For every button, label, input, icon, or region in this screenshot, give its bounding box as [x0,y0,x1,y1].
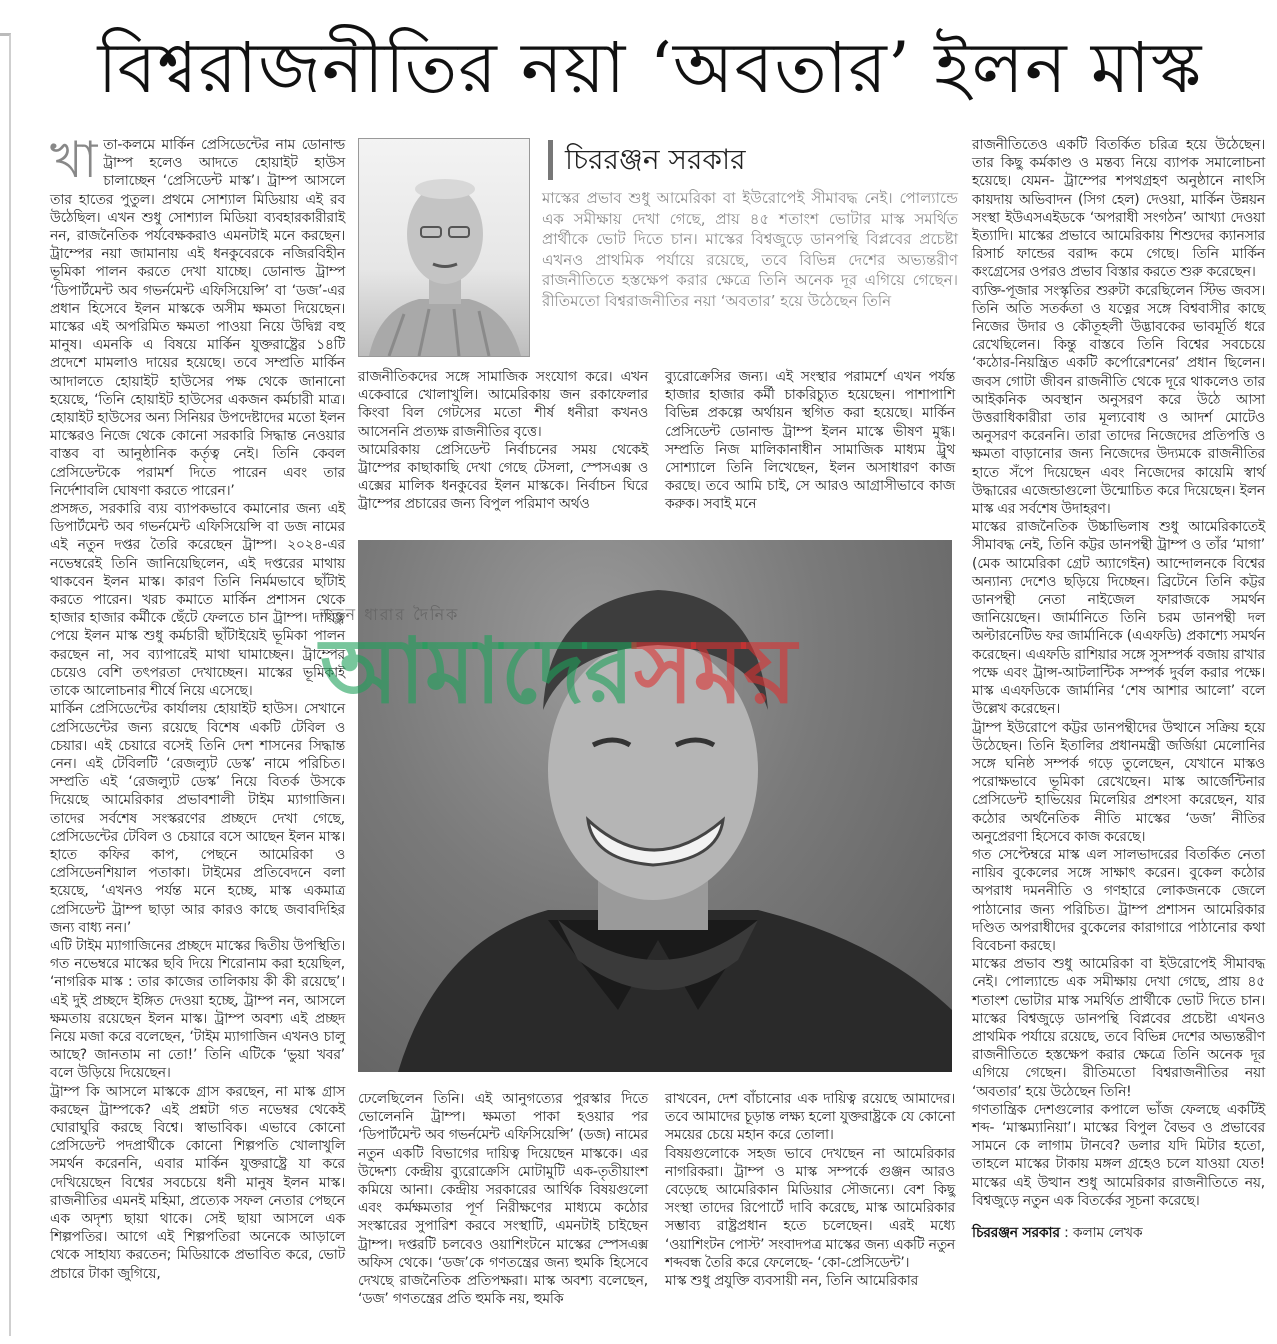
paragraph: ব্যক্তি-পূজার সংস্কৃতির শুরুটা করেছিলেন স্টিভ জবস। তিনি অতি সতর্কতা ও যত্নের সঙ্গে বিশ্ববাসীর কাছে নিজের উদার ও কৌতূহলী উদ্ভাবকের ভাবমূর্তি ধরে রেখেছিলেন। কিন্তু বাস্তবে তিনি বিশ্বের সবচেয়ে ‘কঠোর-নিয়ন্ত্রিত একটি কর্পোরেশনের’ প্রধান ছিলেন। জবস গোটা জীবন রাজনীতি থেকে দূরে থাকলেও তার আইকনিক অবস্থান অনুসরণ করে উঠে আসা উত্তরাধিকারীরা তার মূল্যবোধ ও আদর্শ মোটেও অনুসরণ করেননি। তারা তাদের নিজেদের প্রতিপত্তি ও ক্ষমতা বাড়ানোর জন্য নিজেদের উদ্যমকে রাজনীতির হাতে সঁপে দিয়েছেন এবং নিজেদের কায়েমি স্বার্থ উদ্ধারের এজেন্ডাগুলো উন্মোচিত করে দিয়েছেন। ইলন মাস্ক এর সর্বশেষ উদাহরণ। [972,282,1265,518]
byline-name: চিররঞ্জন সরকার [972,1224,1060,1241]
article-column-2-bottom [358,1090,648,1308]
pull-quote: মাস্কের প্রভাব শুধু আমেরিকা বা ইউরোপেই সীমাবদ্ধ নেই। পোল্যান্ডে এক সমীক্ষায় দেখা গেছে, প্রায় ৪৫ শতাংশ ভোটার মাস্ক সমর্থিত প্রার্থীকে ভোট দিতে চান। মাস্কের বিশ্বজুড়ে ডানপন্থি বিপ্লবের প্রচেষ্টা এখনও প্রাথমিক পর্যায়ে রয়েছে, তবে বিভিন্ন দেশের অভ্যন্তরীণ রাজনীতিতে হস্তক্ষেপ করার ক্ষেত্রে তিনি অনেক দূর এগিয়ে গেছেন। রীতিমতো বিশ্বরাজনীতির নয়া ‘অবতার’ হয়ে উঠেছেন তিনি [542,189,958,310]
paragraph: ট্রাম্প ইউরোপে কট্টর ডানপন্থীদের উত্থানে সক্রিয় হয়ে উঠেছেন। তিনি ইতালির প্রধানমন্ত্রী জর্জিয়া মেলোনির সঙ্গে ঘনিষ্ঠ সম্পর্ক গড়ে তুলেছেন, যেখানে মাস্কও পরোক্ষভাবে ভূমিকা রেখেছেন। মাস্ক আর্জেন্টিনার প্রেসিডেন্ট হাভিয়ের মিলেয়ির প্রশংসা করেছেন, যার কঠোর অর্থনৈতিক নীতি মাস্কের ‘ডজ’ নীতির অনুপ্রেরণা হিসেবে কাজ করেছে। [972,719,1265,845]
paragraph: গণতান্ত্রিক দেশগুলোর কপালে ভাঁজ ফেলছে একটিই শব্দ- ‘মাস্কম্যানিয়া’। মাস্কের বিপুল বৈভব ও প্রভাবের সামনে কে লাগাম টানবে? ডলার যদি মিটার হতো, তাহলে মাস্কের টাকায় মঙ্গল গ্রহেও চলে যাওয়া যেত! মাস্কের এই উত্থান শুধু আমেরিকার রাজনীতিতে নয়, বিশ্বজুড়ে নতুন এক বিতর্কের সূচনা করেছে। [972,1101,1265,1209]
paragraph: মার্কিন প্রেসিডেন্টের কার্যালয় হোয়াইট হাউস। সেখানে প্রেসিডেন্টের জন্য রয়েছে বিশেষ একটি টেবিল ও চেয়ার। এই চেয়ারে বসেই তিনি দেশ শাসনের সিদ্ধান্ত নেন। এই টেবিলটি ‘রেজল্যুট ডেস্ক’ নামে পরিচিত। সম্প্রতি এই ‘রেজল্যুট ডেস্ক’ নিয়ে বিতর্ক উসকে দিয়েছে আমেরিকার প্রভাবশালী টাইম ম্যাগাজিন। তাদের সর্বশেষ সংস্করণের প্রচ্ছদে দেখা গেছে, প্রেসিডেন্টের টেবিল ও চেয়ারে বসে আছেন ইলন মাস্ক। হাতে কফির কাপ, পেছনে আমেরিকা ও প্রেসিডেনশিয়াল পতাকা। টাইমের প্রতিবেদনে বলা হয়েছে, ‘এখনও পর্যন্ত মনে হচ্ছে, মাস্ক একমাত্র প্রেসিডেন্ট ট্রাম্প ছাড়া আর কারও কাছে জবাবদিহির জন্য বাধ্য নন।’ [50,701,345,936]
article-column-2-top [358,368,648,514]
paragraph: রাখবেন, দেশ বাঁচানোর এক দায়িত্ব রয়েছে আমাদের। তবে আমাদের চূড়ান্ত লক্ষ্য হলো যুক্তরাষ্ট্রকে যে কোনো সময়ের চেয়ে মহান করে তোলা। [665,1091,955,1144]
paragraph: রাজনীতিতেও একটি বিতর্কিত চরিত্র হয়ে উঠেছেন। তার কিছু কর্মকাণ্ড ও মন্তব্য নিয়ে ব্যাপক সমালোচনা হয়েছে। যেমন- ট্রাম্পের শপথগ্রহণ অনুষ্ঠানে নাৎসি কায়দায় অভিবাদন (সিগ হেল) দেওয়া, মার্কিন উন্নয়ন সংস্থা ইউএসএইডকে ‘অপরাধী সংগঠন’ আখ্যা দেওয়া ইত্যাদি। মাস্কের প্রভাবে আমেরিকায় শিশুদের ক্যানসার রিসার্চ ফান্ডের বরাদ্দ কমে গেছে। তিনি মার্কিন কংগ্রেসের ওপরও প্রভাব বিস্তার করতে শুরু করেছেন। [972,137,1265,281]
paragraph: তা-কলমে মার্কিন প্রেসিডেন্টের নাম ডোনাল্ড ট্রাম্প হলেও আদতে হোয়াইট হাউস চালাচ্ছেন ‘প্রেসিডেন্ট মাস্ক’। ট্রাম্প আসলে তার হাতের পুতুল। প্রথমে সোশ্যাল মিডিয়ায় এই রব উঠেছিল। এখন শুধু সোশ্যাল মিডিয়া ব্যবহারকারীরাই নন, রাজনৈতিক পর্যবেক্ষকরাও এমনটাই মনে করছেন। ট্রাম্পের নয়া জামানায় এই ধনকুবেরকে নজিরবিহীন ভূমিকা পালন করতে দেখা যাচ্ছে। ডোনাল্ড ট্রাম্প ‘ডিপার্টমেন্ট অব গভর্নমেন্ট এফিসিয়েন্সি’ বা ‘ডজ’-এর প্রধান হিসেবে ইলন মাস্ককে অসীম ক্ষমতা দিয়েছেন। মাস্কের এই অপরিমিত ক্ষমতা পাওয়া নিয়ে উদ্বিগ্ন বহু মানুষ। এমনকি এ বিষয়ে মার্কিন যুক্তরাষ্ট্রের ১৪টি প্রদেশে মামলাও দায়ের হয়েছে। তবে সম্প্রতি মার্কিন আদালতে হোয়াইট হাউসের পক্ষ থেকে জানানো হয়েছে, ‘তিনি হোয়াইট হাউসের একজন কর্মচারী মাত্র। হোয়াইট হাউসের অন্য সিনিয়র উপদেষ্টাদের মতো ইলন মাস্কেরও নিজে থেকে কোনো সরকারি সিদ্ধান্ত নেওয়ার বাস্তব বা আনুষ্ঠানিক কর্তৃত্ব নেই। তিনি কেবল প্রেসিডেন্টকে পরামর্শ দিতে পারেন এবং তার নির্দেশাবলি ঘোষণা করতে পারেন।’ [50,137,345,499]
watermark-name-part1: আমাদের [320,619,635,724]
author-portrait-icon [359,139,529,356]
paragraph: এটি টাইম ম্যাগাজিনের প্রচ্ছদে মাস্কের দ্বিতীয় উপস্থিতি। গত নভেম্বরে মাস্কের ছবি দিয়ে শিরোনাম করা হয়েছিল, ‘নাগরিক মাস্ক : তার কাজের তালিকায় কী কী রয়েছে’। এই দুই প্রচ্ছদে ইঙ্গিত দেওয়া হচ্ছে, ট্রাম্প নন, আসলে ক্ষমতায় রয়েছেন ইলন মাস্ক। ট্রাম্প অবশ্য এই প্রচ্ছদ নিয়ে মজা করে বলেছেন, ‘টাইম ম্যাগাজিন এখনও চালু আছে? জানতাম না তো!’ তিনি এটিকে ‘ভুয়া খবর’ বলে উড়িয়ে দিয়েছেন। [50,937,345,1082]
portrait-image-icon [358,540,952,1072]
elon-musk-photo [358,540,952,1072]
paragraph: মাস্কের রাজনৈতিক উচ্চাভিলাষ শুধু আমেরিকাতেই সীমাবদ্ধ নেই, তিনি কট্টর ডানপন্থী ট্রাম্প ও তাঁর ‘মাগা’ (মেক আমেরিকা গ্রেট অ্যাগেইন) আন্দোলনকে বিশ্বের অন্যান্য দেশেও ছড়িয়ে দিচ্ছেন। ব্রিটেনে তিনি কট্টর ডানপন্থী নেতা নাইজেল ফারাজকে সমর্থন জানিয়েছেন। জার্মানিতে তিনি চরম ডানপন্থী দল অল্টারনেটিভ ফর জার্মানিকে (এএফডি) প্রকাশ্যে সমর্থন করেছেন। এএফডি রাশিয়ার সঙ্গে সুসম্পর্ক বজায় রাখার পক্ষে এবং ট্রান্স-আটলান্টিক সম্পর্ক দুর্বল করার পক্ষে। মাস্ক এএফডিকে জার্মানির ‘শেষ আশার আলো’ বলে উল্লেখ করেছেন। [972,519,1265,718]
article-column-4 [972,136,1265,1242]
author-byline [972,1224,1265,1242]
paragraph: রাজনীতিকদের সঙ্গে সামাজিক সংযোগ করে। এখন একেবারে খোলাখুলি। আমেরিকায় জন রকাফেলার কিংবা বিল গেটসের মতো শীর্ষ ধনীরা কখনও আসেননি প্রত্যক্ষ রাজনীতির বৃত্তে। [358,369,648,440]
headline: বিশ্বরাজনীতির নয়া ‘অবতার’ ইলন মাস্ক [97,27,1203,109]
paragraph: গত সেপ্টেম্বরে মাস্ক এল সালভাদরের বিতর্কিত নেতা নায়িব বুকেলের সঙ্গে সাক্ষাৎ করেন। বুকেল কঠোর অপরাধ দমননীতি ও গণহারে লোকজনকে জেলে পাঠানোর জন্য পরিচিত। ট্রাম্প প্রশাসন আমেরিকার দণ্ডিত অপরাধীদের বুকেলের কারাগারে পাঠানোর কথা বিবেচনা করছে। [972,846,1265,954]
paragraph: মাস্কের প্রভাব শুধু আমেরিকা বা ইউরোপেই সীমাবদ্ধ নেই। পোল্যান্ডে এক সমীক্ষায় দেখা গেছে, প্রায় ৪৫ শতাংশ ভোটার মাস্ক সমর্থিত প্রার্থীকে ভোট দিতে চান। মাস্কের বিশ্বজুড়ে ডানপন্থি বিপ্লবের প্রচেষ্টা এখনও প্রাথমিক পর্যায়ে রয়েছে, তবে বিভিন্ন দেশের অভ্যন্তরীণ রাজনীতিতে হস্তক্ষেপ করার ক্ষেত্রে তিনি অনেক দূর এগিয়ে গেছেন। রীতিমতো বিশ্বরাজনীতির নয়া ‘অবতার’ হয়ে উঠেছেন তিনি! [972,956,1265,1100]
byline-role: : কলাম লেখক [1059,1224,1143,1241]
paragraph: আমেরিকায় প্রেসিডেন্ট নির্বাচনের সময় থেকেই ট্রাম্পের কাছাকাছি দেখা গেছে টেসলা, স্পেসএক্স ও এক্সের মালিক ধনকুবের ইলন মাস্ককে। নির্বাচন ঘিরে ট্রাম্পের প্রচারের জন্য বিপুল পরিমাণ অর্থও [358,441,648,513]
article-column-1 [50,131,345,1283]
paragraph: ট্রাম্প কি আসলে মাস্ককে গ্রাস করছেন, না মাস্ক গ্রাস করছেন ট্রাম্পকে? এই প্রশ্নটা গত নভেম্বর থেকেই ঘোরাঘুরি করছে বিশ্বে। স্বাভাবিক। এভাবে কোনো প্রেসিডেন্ট পদপ্রার্থীকে কোনো শিল্পপতি খোলাখুলি সমর্থন করেননি, এবার মার্কিন যুক্তরাষ্ট্রে যা করে দেখিয়েছেন বিশ্বের সবচেয়ে ধনী মানুষ ইলন মাস্ক। রাজনীতির এমনই মহিমা, প্রত্যেক সফল নেতার পেছনে এক অদৃশ্য ছায়া থাকে। সেই ছায়া আসলে এক শিল্পপতির। আগে এই শিল্পপতিরা অনেকে আড়ালে থেকে সাহায্য করতেন; মিডিয়াকে প্রভাবিত করে, ভোট প্রচারে টাকা জুগিয়ে, [50,1083,345,1282]
paragraph: বিষয়গুলোকে সহজ ভাবে দেখছেন না আমেরিকার নাগরিকরা। ট্রাম্প ও মাস্ক সম্পর্কে গুঞ্জন আরও বেড়েছে আমেরিকান মিডিয়ার সৌজন্যে। বেশ কিছু সংস্থা তাদের রিপোর্টে দাবি করেছে, মাস্ক আমেরিকার সম্ভাব্য রাষ্ট্রপ্রধান হতে চলেছেন। এরই মধ্যে ‘ওয়াশিংটন পোস্ট’ সংবাদপত্র মাস্কের জন্য একটি নতুন শব্দবন্ধ তৈরি করে ফেলেছে- ‘কো-প্রেসিডেন্ট’। [665,1145,955,1271]
article-column-3-top [665,368,955,514]
page-edge-border [0,33,11,1336]
paragraph: প্রসঙ্গত, সরকারি ব্যয় ব্যাপকভাবে কমানোর জন্য এই ডিপার্টমেন্ট অব গভর্নমেন্ট এফিসিয়েন্সি বা ডজ নামের এই নতুন দপ্তর তৈরি করেছেন ট্রাম্প। ২০২৪-এর নভেম্বরেই তিনি জানিয়েছিলেন, এই দপ্তরের মাথায় থাকবেন ইলন মাস্ক। কারণ তিনি নির্মমভাবে ছাঁটাই করতে পারেন। খরচ কমাতে মার্কিন প্রশাসন থেকে হাজার হাজার কর্মীকে ছেঁটে ফেলতে চান ট্রাম্প। দায়িত্ব পেয়ে ইলন মাস্ক শুধু কর্মচারী ছাঁটাইয়েই ভূমিকা পালন করছেন না, সব ব্যাপারেই মাথা ঘামাচ্ছেন। ট্রাম্পের চেয়েও বেশি তৎপরতা দেখাচ্ছেন। মাস্কের ভূমিকাই তাকে আলোচনার শীর্ষে নিয়ে এসেছে। [50,501,345,700]
paragraph: মাস্ক শুধু প্রযুক্তি ব্যবসায়ী নন, তিনি আমেরিকার [665,1273,919,1290]
author-photo [358,138,530,357]
drop-cap: খা [50,131,98,189]
watermark-name-part2: সময় [634,619,797,724]
paragraph: ব্যুরোক্রেসির জন্য। এই সংস্থার পরামর্শে এখন পর্যন্ত হাজার হাজার কর্মী চাকরিচ্যুত হয়েছেন। পাশাপাশি বিভিন্ন প্রকল্পে অর্থায়ন স্থগিত করা হয়েছে। মার্কিন প্রেসিডেন্ট ডোনাল্ড ট্রাম্প ইলন মাস্কে ভীষণ মুগ্ধ। সম্প্রতি নিজ মালিকানাধীন সামাজিক মাধ্যম ট্রুথ সোশ্যালে তিনি লিখেছেন, ইলন অসাধারণ কাজ করছে। তবে আমি চাই, সে আরও আগ্রাসীভাবে কাজ করুক। সবাই মনে [665,369,955,513]
article-column-3-bottom [665,1090,955,1290]
paragraph: ঢেলেছিলেন তিনি। এই আনুগত্যের পুরস্কার দিতে ভোলেননি ট্রাম্প। ক্ষমতা পাকা হওয়ার পর ‘ডিপার্টমেন্ট অব গভর্নমেন্ট এফিসিয়েন্সি’ (ডজ) নামের নতুন একটি বিভাগের দায়িত্ব দিয়েছেন মাস্ককে। এর উদ্দেশ্য কেন্দ্রীয় ব্যুরোক্রেসি মোটামুটি এক-তৃতীয়াংশ কমিয়ে আনা। কেন্দ্রীয় সরকারের আর্থিক বিষয়গুলো এবং কর্মক্ষমতার পূর্ণ নিরীক্ষণের মাধ্যমে কঠোর সংস্কারের সুপারিশ করবে সংস্থাটি, এমনটাই চাইছেন ট্রাম্প। দপ্তরটি চলবেও ওয়াশিংটনে মাস্কের স্পেসএক্স অফিস থেকে। ‘ডজ’কে গণতন্ত্রের জন্য হুমকি হিসেবে দেখছে রাজনৈতিক প্রতিপক্ষরা। মাস্ক অবশ্য বলেছেন, ‘ডজ’ গণতন্ত্রের প্রতি হুমকি নয়, হুমকি [358,1091,648,1308]
watermark-tagline: নতুন ধারার দৈনিক [320,605,460,624]
author-name: চিররঞ্জন সরকার [548,140,745,180]
